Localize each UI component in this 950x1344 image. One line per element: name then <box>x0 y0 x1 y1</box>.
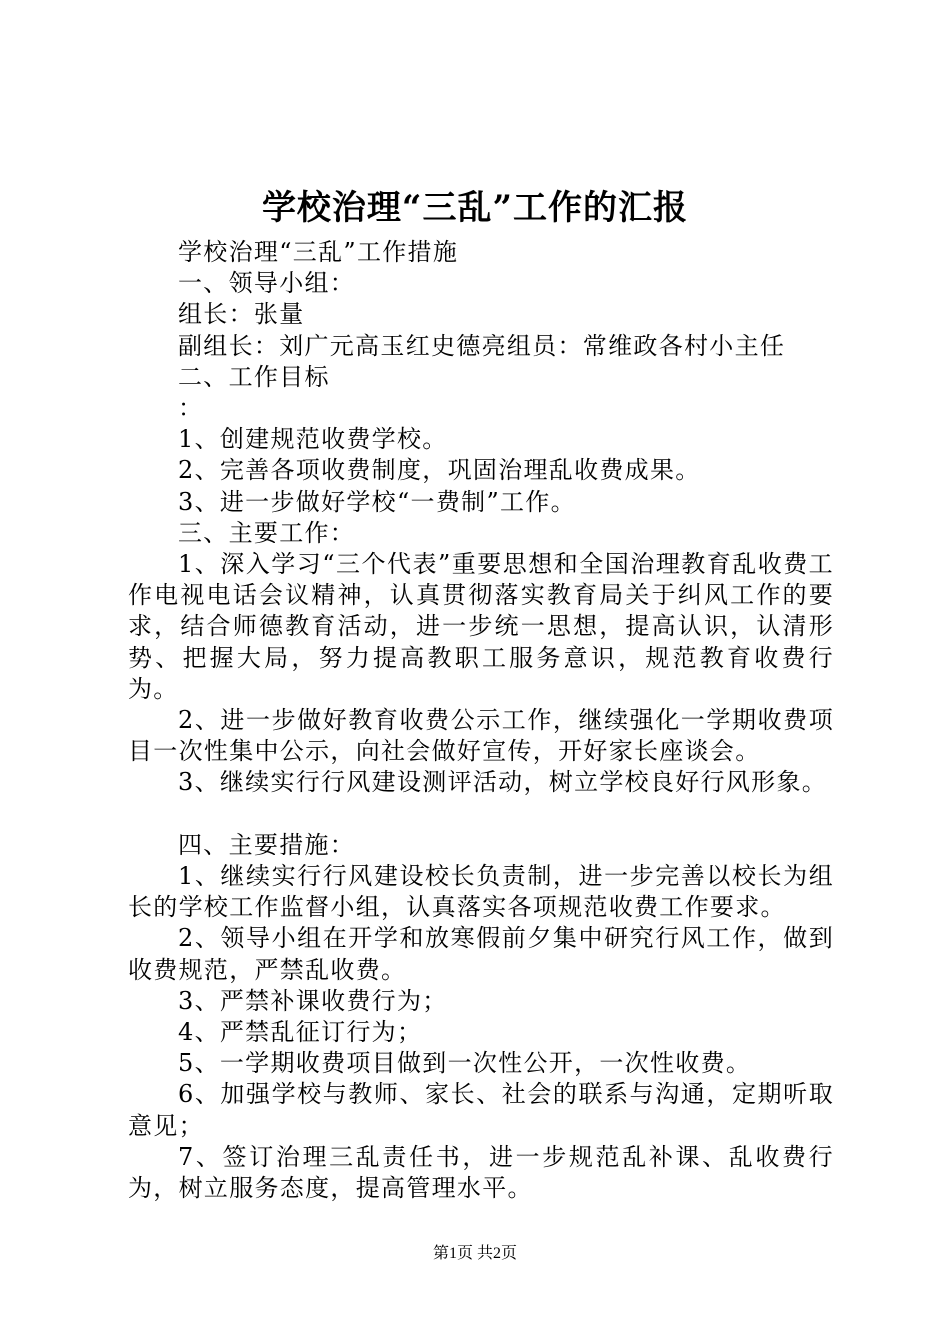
paragraph-measure-2: 2、领导小组在开学和放寒假前夕集中研究行风工作，做到收费规范，严禁乱收费。 <box>128 924 834 984</box>
paragraph-section-4-heading: 四、主要措施： <box>178 830 356 859</box>
paragraph-deputy-leader: 副组长：刘广元高玉红史德亮组员：常维政各村小主任 <box>178 331 786 360</box>
paragraph-measures-heading: 学校治理“三乱”工作措施 <box>178 238 459 266</box>
paragraph-work-1: 1、深入学习“三个代表”重要思想和全国治理教育乱收费工作电视电话会议精神，认真贯彻落实教育局关于纠风工作的要求，结合师德教育活动，进一步统一思想，提高认识，认清形势、把握大局，努力提高教职工服务意识，规范教育收费行为。 <box>128 550 834 703</box>
page-footer: 第1页 共2页 <box>432 1245 517 1262</box>
paragraph-colon: ： <box>178 394 204 423</box>
document-title: 学校治理“三乱”工作的汇报 <box>261 188 689 228</box>
paragraph-section-1-heading: 一、领导小组： <box>178 269 356 298</box>
paragraph-measure-4: 4、严禁乱征订行为； <box>178 1018 423 1047</box>
paragraph-measure-7: 7、签订治理三乱责任书，进一步规范乱补课、乱收费行为，树立服务态度，提高管理水平。 <box>128 1142 834 1203</box>
paragraph-measure-5: 5、一学期收费项目做到一次性公开，一次性收费。 <box>178 1049 752 1078</box>
blank-line <box>128 799 834 830</box>
paragraph-goal-1: 1、创建规范收费学校。 <box>178 425 448 454</box>
paragraph-section-3-heading: 三、主要工作： <box>178 518 356 547</box>
paragraph-measure-6: 6、加强学校与教师、家长、社会的联系与沟通，定期听取意见； <box>128 1080 834 1140</box>
paragraph-leader: 组长：张量 <box>178 300 305 329</box>
document-body <box>128 237 834 1204</box>
paragraph-work-3: 3、继续实行行风建设测评活动，树立学校良好行风形象。 <box>178 768 828 797</box>
paragraph-goal-2: 2、完善各项收费制度，巩固治理乱收费成果。 <box>178 456 701 485</box>
paragraph-measure-3: 3、严禁补课收费行为； <box>178 986 448 1015</box>
paragraph-goal-3: 3、进一步做好学校“一费制”工作。 <box>178 487 576 516</box>
paragraph-section-2-heading: 二、工作目标 <box>178 362 330 391</box>
paragraph-measure-1: 1、继续实行行风建设校长负责制，进一步完善以校长为组长的学校工作监督小组，认真落实各项规范收费工作要求。 <box>128 862 834 922</box>
paragraph-work-2: 2、进一步做好教育收费公示工作，继续强化一学期收费项目一次性集中公示，向社会做好宣传，开好家长座谈会。 <box>128 706 834 766</box>
